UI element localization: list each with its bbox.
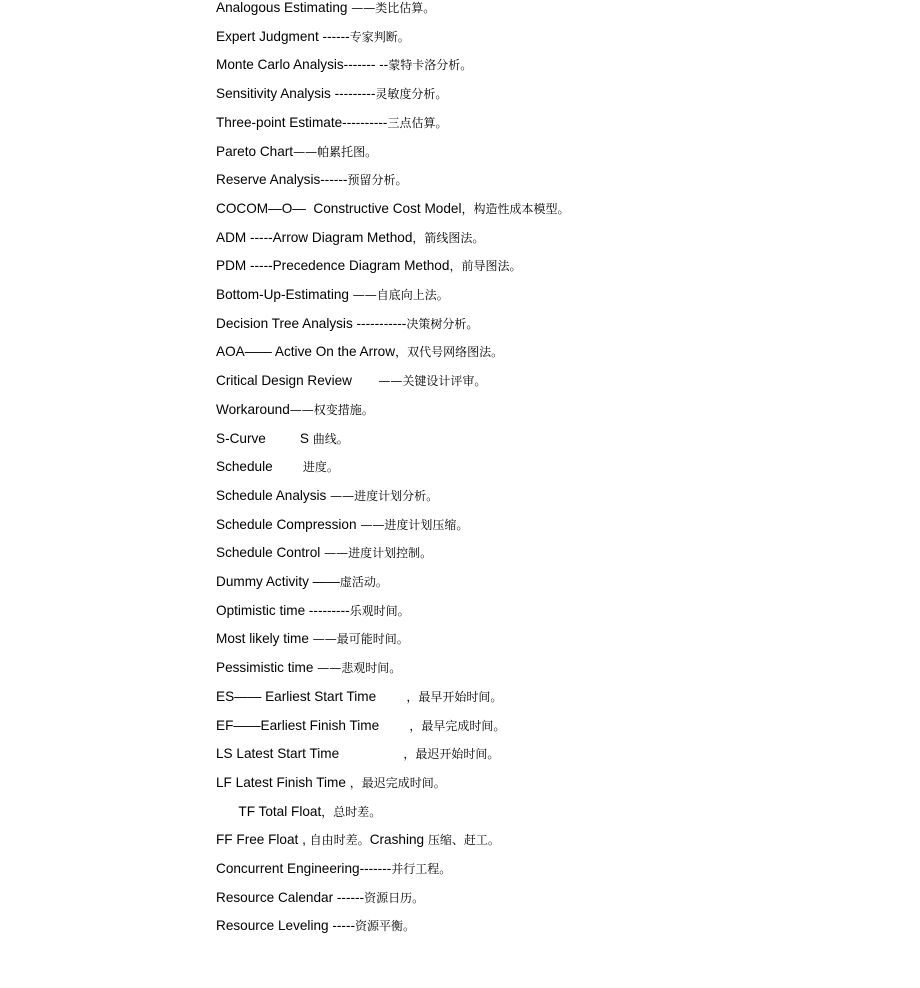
term-line (216, 402, 374, 418)
term-english: COCOM—O— Constructive Cost Model (216, 200, 462, 216)
term-line (216, 918, 415, 934)
term-chinese: ，最早开始时间。 (406, 689, 503, 704)
term-chinese: ——进度计划压缩。 (360, 517, 469, 532)
term-line (216, 201, 570, 217)
term-line (216, 144, 377, 160)
term-english: Optimistic time --------- (216, 602, 350, 618)
term-chinese: ，最迟完成时间。 (349, 775, 446, 790)
term-english: Concurrent Engineering------- (216, 861, 392, 876)
term-english: Pareto Chart (216, 143, 294, 159)
term-english: AOA—— Active On the Arrow (216, 344, 396, 360)
term-english: Crashing (369, 832, 428, 848)
term-english: Critical Design Review (216, 373, 379, 389)
term-line (216, 0, 435, 16)
term-line (216, 775, 446, 791)
term-chinese: ——帕累托图。 (293, 144, 378, 159)
term-line (216, 86, 447, 102)
term-line (216, 660, 401, 676)
term-english: Schedule Control (216, 545, 325, 561)
term-line (216, 258, 521, 274)
term-chinese: ，前导图法。 (449, 259, 522, 274)
term-english: Expert Judgment ------ (216, 28, 350, 44)
term-chinese: ，箭线图法。 (412, 230, 485, 245)
term-chinese: 乐观时间。 (349, 603, 410, 618)
term-line (216, 488, 438, 504)
term-chinese: ，最迟开始时间。 (403, 747, 500, 762)
term-english: Analogous Estimating (216, 0, 352, 15)
term-line (216, 574, 388, 590)
term-chinese: 蒙特卡洛分析。 (388, 58, 473, 73)
term-chinese: 资源日历。 (364, 890, 425, 905)
term-english: EF——Earliest Finish Time (216, 717, 410, 733)
term-line (216, 804, 381, 820)
term-english: Three-point Estimate---------- (216, 114, 388, 130)
term-chinese: ——进度计划控制。 (324, 546, 433, 561)
term-english: Resource Calendar ------ (216, 889, 365, 905)
term-line (216, 230, 484, 246)
term-chinese: 灵敏度分析。 (375, 87, 448, 102)
term-chinese: ——悲观时间。 (317, 661, 402, 676)
term-chinese: 压缩、赶工。 (427, 833, 500, 848)
term-english: Decision Tree Analysis ----------- (216, 315, 407, 331)
term-line (216, 316, 478, 332)
term-chinese: 专家判断。 (349, 29, 410, 44)
term-line (216, 832, 500, 848)
term-line (216, 459, 339, 475)
term-chinese: 资源平衡。 (355, 919, 416, 934)
term-chinese: ，总时差。 (321, 804, 382, 819)
term-chinese: 曲线。 (312, 431, 349, 446)
term-english: Pessimistic time (216, 660, 318, 676)
term-english: Workaround (216, 401, 290, 417)
term-chinese: ——自底向上法。 (352, 288, 449, 302)
term-line (216, 631, 409, 647)
term-line (216, 57, 472, 73)
term-english: Schedule Analysis (216, 487, 331, 503)
term-line (216, 718, 505, 734)
term-line (216, 287, 449, 303)
term-chinese: 自由时差。 (309, 833, 370, 848)
term-line (216, 344, 503, 360)
term-chinese: ——权变措施。 (289, 402, 374, 417)
term-line (216, 172, 407, 188)
term-chinese: 决策树分析。 (406, 316, 479, 331)
term-english: ADM -----Arrow Diagram Method (216, 229, 413, 245)
term-english: Dummy Activity —— (216, 574, 340, 589)
term-english: Monte Carlo Analysis------- -- (216, 57, 389, 73)
term-line (216, 890, 424, 906)
term-line (216, 861, 451, 877)
term-chinese: ，构造性成本模型。 (461, 201, 570, 216)
term-line (216, 603, 410, 619)
term-chinese: 并行工程。 (391, 862, 452, 876)
term-chinese: ——类比估算。 (351, 1, 436, 15)
term-english: Most likely time (216, 631, 313, 647)
term-chinese: ——关键设计评审。 (378, 374, 487, 389)
term-english: FF Free Float , (216, 832, 310, 848)
term-chinese: 虚活动。 (339, 575, 388, 589)
term-chinese: ，最早完成时间。 (409, 718, 506, 733)
term-line (216, 746, 499, 762)
term-line (216, 431, 349, 447)
term-english: ES—— Earliest Start Time (216, 688, 407, 704)
term-english: Bottom-Up-Estimating (216, 287, 353, 302)
term-english: S-Curve S (216, 430, 313, 446)
term-line (216, 689, 502, 705)
term-english: LS Latest Start Time (216, 746, 404, 762)
term-line (216, 373, 486, 389)
term-english: Schedule Compression (216, 516, 361, 532)
term-line (216, 29, 410, 45)
term-line (216, 545, 432, 561)
term-chinese: 三点估算。 (387, 115, 448, 130)
term-line (216, 517, 468, 533)
term-english: Schedule (216, 459, 303, 475)
term-chinese: 预留分析。 (347, 173, 408, 188)
term-chinese: ——最可能时间。 (312, 632, 409, 647)
term-line (216, 115, 447, 131)
term-english: Sensitivity Analysis --------- (216, 86, 376, 102)
term-chinese: 进度。 (302, 460, 339, 475)
term-english: Resource Leveling ----- (216, 918, 356, 934)
term-english: PDM -----Precedence Diagram Method (216, 258, 450, 274)
term-english: Reserve Analysis------ (216, 172, 348, 188)
term-chinese: ——进度计划分析。 (330, 488, 439, 503)
term-english: LF Latest Finish Time (216, 774, 350, 790)
term-chinese: ，双代号网络图法。 (395, 345, 504, 360)
term-english: TF Total Float (216, 803, 322, 819)
